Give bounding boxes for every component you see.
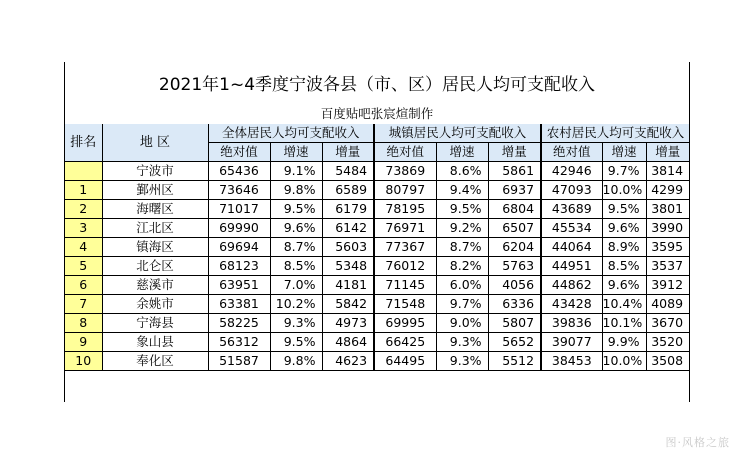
rank-cell: 9 <box>65 333 102 352</box>
rural-growth-cell: 9.6% <box>602 276 646 295</box>
urban-abs-cell: 77367 <box>374 238 436 257</box>
table-row <box>65 276 689 295</box>
all-abs-cell: 73646 <box>208 181 270 200</box>
rural-abs-cell: 43428 <box>541 295 602 314</box>
all-increase-cell: 4623 <box>322 352 374 371</box>
header-increase: 增量 <box>488 143 541 162</box>
all-increase-cell: 4864 <box>322 333 374 352</box>
rural-growth-cell: 10.0% <box>602 181 646 200</box>
all-growth-cell: 7.0% <box>270 276 322 295</box>
table-row <box>65 333 689 352</box>
header-row-groups <box>65 124 689 143</box>
all-growth-cell: 9.1% <box>270 162 322 181</box>
rank-cell: 2 <box>65 200 102 219</box>
urban-growth-cell: 8.2% <box>436 257 488 276</box>
all-increase-cell: 6589 <box>322 181 374 200</box>
header-abs: 绝对值 <box>541 143 602 162</box>
header-increase: 增量 <box>322 143 374 162</box>
rank-cell: 3 <box>65 219 102 238</box>
all-abs-cell: 63951 <box>208 276 270 295</box>
urban-increase-cell: 6937 <box>488 181 541 200</box>
rural-growth-cell: 10.4% <box>602 295 646 314</box>
urban-growth-cell: 9.3% <box>436 333 488 352</box>
rural-abs-cell: 42946 <box>541 162 602 181</box>
urban-abs-cell: 80797 <box>374 181 436 200</box>
all-growth-cell: 10.2% <box>270 295 322 314</box>
header-rank: 排名 <box>65 124 102 162</box>
urban-increase-cell: 6204 <box>488 238 541 257</box>
table-row <box>65 181 689 200</box>
rural-increase-cell: 3670 <box>646 314 689 333</box>
all-abs-cell: 63381 <box>208 295 270 314</box>
all-growth-cell: 8.5% <box>270 257 322 276</box>
rank-cell: 5 <box>65 257 102 276</box>
urban-abs-cell: 64495 <box>374 352 436 371</box>
all-abs-cell: 71017 <box>208 200 270 219</box>
rural-abs-cell: 44862 <box>541 276 602 295</box>
rural-increase-cell: 3520 <box>646 333 689 352</box>
all-abs-cell: 58225 <box>208 314 270 333</box>
urban-abs-cell: 71548 <box>374 295 436 314</box>
urban-abs-cell: 73869 <box>374 162 436 181</box>
rural-increase-cell: 4299 <box>646 181 689 200</box>
region-cell: 宁波市 <box>102 162 208 181</box>
table-row <box>65 162 689 181</box>
urban-growth-cell: 9.3% <box>436 352 488 371</box>
table-row <box>65 238 689 257</box>
rural-increase-cell: 3508 <box>646 352 689 371</box>
urban-growth-cell: 9.0% <box>436 314 488 333</box>
table-row <box>65 257 689 276</box>
urban-growth-cell: 9.5% <box>436 200 488 219</box>
header-group-urban: 城镇居民人均可支配收入 <box>374 124 541 143</box>
region-cell: 鄞州区 <box>102 181 208 200</box>
rural-growth-cell: 9.6% <box>602 219 646 238</box>
income-table <box>65 124 689 371</box>
all-growth-cell: 8.7% <box>270 238 322 257</box>
table-row <box>65 295 689 314</box>
all-growth-cell: 9.6% <box>270 219 322 238</box>
table-row <box>65 200 689 219</box>
region-cell: 镇海区 <box>102 238 208 257</box>
rural-growth-cell: 9.7% <box>602 162 646 181</box>
region-cell: 海曙区 <box>102 200 208 219</box>
all-abs-cell: 69990 <box>208 219 270 238</box>
urban-increase-cell: 5652 <box>488 333 541 352</box>
header-group-all: 全体居民人均可支配收入 <box>208 124 374 143</box>
urban-growth-cell: 9.4% <box>436 181 488 200</box>
all-growth-cell: 9.5% <box>270 333 322 352</box>
all-increase-cell: 5842 <box>322 295 374 314</box>
urban-increase-cell: 5807 <box>488 314 541 333</box>
rank-cell <box>65 162 102 181</box>
rank-cell: 6 <box>65 276 102 295</box>
rural-abs-cell: 38453 <box>541 352 602 371</box>
rural-growth-cell: 10.1% <box>602 314 646 333</box>
spreadsheet <box>64 62 690 402</box>
all-increase-cell: 5603 <box>322 238 374 257</box>
header-increase: 增量 <box>646 143 689 162</box>
rural-abs-cell: 45534 <box>541 219 602 238</box>
all-growth-cell: 9.5% <box>270 200 322 219</box>
urban-growth-cell: 9.2% <box>436 219 488 238</box>
all-abs-cell: 56312 <box>208 333 270 352</box>
urban-growth-cell: 8.6% <box>436 162 488 181</box>
all-increase-cell: 6142 <box>322 219 374 238</box>
rural-abs-cell: 44064 <box>541 238 602 257</box>
rural-growth-cell: 9.5% <box>602 200 646 219</box>
rural-growth-cell: 9.9% <box>602 333 646 352</box>
header-growth: 增速 <box>602 143 646 162</box>
rank-cell: 1 <box>65 181 102 200</box>
rural-abs-cell: 43689 <box>541 200 602 219</box>
rural-growth-cell: 8.9% <box>602 238 646 257</box>
urban-abs-cell: 69995 <box>374 314 436 333</box>
rural-abs-cell: 39077 <box>541 333 602 352</box>
urban-abs-cell: 76012 <box>374 257 436 276</box>
urban-increase-cell: 4056 <box>488 276 541 295</box>
urban-growth-cell: 6.0% <box>436 276 488 295</box>
watermark-text: 图·风格之旅 <box>665 436 730 449</box>
header-region: 地 区 <box>102 124 208 162</box>
all-increase-cell: 6179 <box>322 200 374 219</box>
region-cell: 北仑区 <box>102 257 208 276</box>
all-growth-cell: 9.8% <box>270 352 322 371</box>
urban-increase-cell: 5861 <box>488 162 541 181</box>
urban-abs-cell: 66425 <box>374 333 436 352</box>
table-row <box>65 219 689 238</box>
all-abs-cell: 68123 <box>208 257 270 276</box>
urban-increase-cell: 6336 <box>488 295 541 314</box>
rural-increase-cell: 3537 <box>646 257 689 276</box>
all-abs-cell: 69694 <box>208 238 270 257</box>
urban-abs-cell: 71145 <box>374 276 436 295</box>
rural-abs-cell: 44951 <box>541 257 602 276</box>
rural-growth-cell: 8.5% <box>602 257 646 276</box>
table-subtitle: 百度贴吧张宸煊制作 <box>65 102 689 125</box>
urban-growth-cell: 9.7% <box>436 295 488 314</box>
rank-cell: 10 <box>65 352 102 371</box>
rural-growth-cell: 10.0% <box>602 352 646 371</box>
all-increase-cell: 4973 <box>322 314 374 333</box>
rural-increase-cell: 3814 <box>646 162 689 181</box>
header-abs: 绝对值 <box>374 143 436 162</box>
all-abs-cell: 51587 <box>208 352 270 371</box>
header-group-rural: 农村居民人均可支配收入 <box>541 124 689 143</box>
region-cell: 奉化区 <box>102 352 208 371</box>
urban-abs-cell: 76971 <box>374 219 436 238</box>
urban-increase-cell: 5512 <box>488 352 541 371</box>
region-cell: 慈溪市 <box>102 276 208 295</box>
region-cell: 江北区 <box>102 219 208 238</box>
all-abs-cell: 65436 <box>208 162 270 181</box>
table-title: 2021年1~4季度宁波各县（市、区）居民人均可支配收入 <box>65 62 689 103</box>
rural-increase-cell: 3912 <box>646 276 689 295</box>
region-cell: 余姚市 <box>102 295 208 314</box>
rural-increase-cell: 3801 <box>646 200 689 219</box>
region-cell: 象山县 <box>102 333 208 352</box>
header-abs: 绝对值 <box>208 143 270 162</box>
rank-cell: 8 <box>65 314 102 333</box>
urban-growth-cell: 8.7% <box>436 238 488 257</box>
all-increase-cell: 5484 <box>322 162 374 181</box>
urban-abs-cell: 78195 <box>374 200 436 219</box>
table-row <box>65 314 689 333</box>
rural-abs-cell: 39836 <box>541 314 602 333</box>
rural-increase-cell: 3595 <box>646 238 689 257</box>
urban-increase-cell: 5763 <box>488 257 541 276</box>
table-row <box>65 352 689 371</box>
rank-cell: 4 <box>65 238 102 257</box>
urban-increase-cell: 6804 <box>488 200 541 219</box>
rural-abs-cell: 47093 <box>541 181 602 200</box>
rural-increase-cell: 3990 <box>646 219 689 238</box>
all-growth-cell: 9.3% <box>270 314 322 333</box>
rank-cell: 7 <box>65 295 102 314</box>
rural-increase-cell: 4089 <box>646 295 689 314</box>
header-growth: 增速 <box>436 143 488 162</box>
all-growth-cell: 9.8% <box>270 181 322 200</box>
region-cell: 宁海县 <box>102 314 208 333</box>
all-increase-cell: 4181 <box>322 276 374 295</box>
all-increase-cell: 5348 <box>322 257 374 276</box>
header-growth: 增速 <box>270 143 322 162</box>
urban-increase-cell: 6507 <box>488 219 541 238</box>
